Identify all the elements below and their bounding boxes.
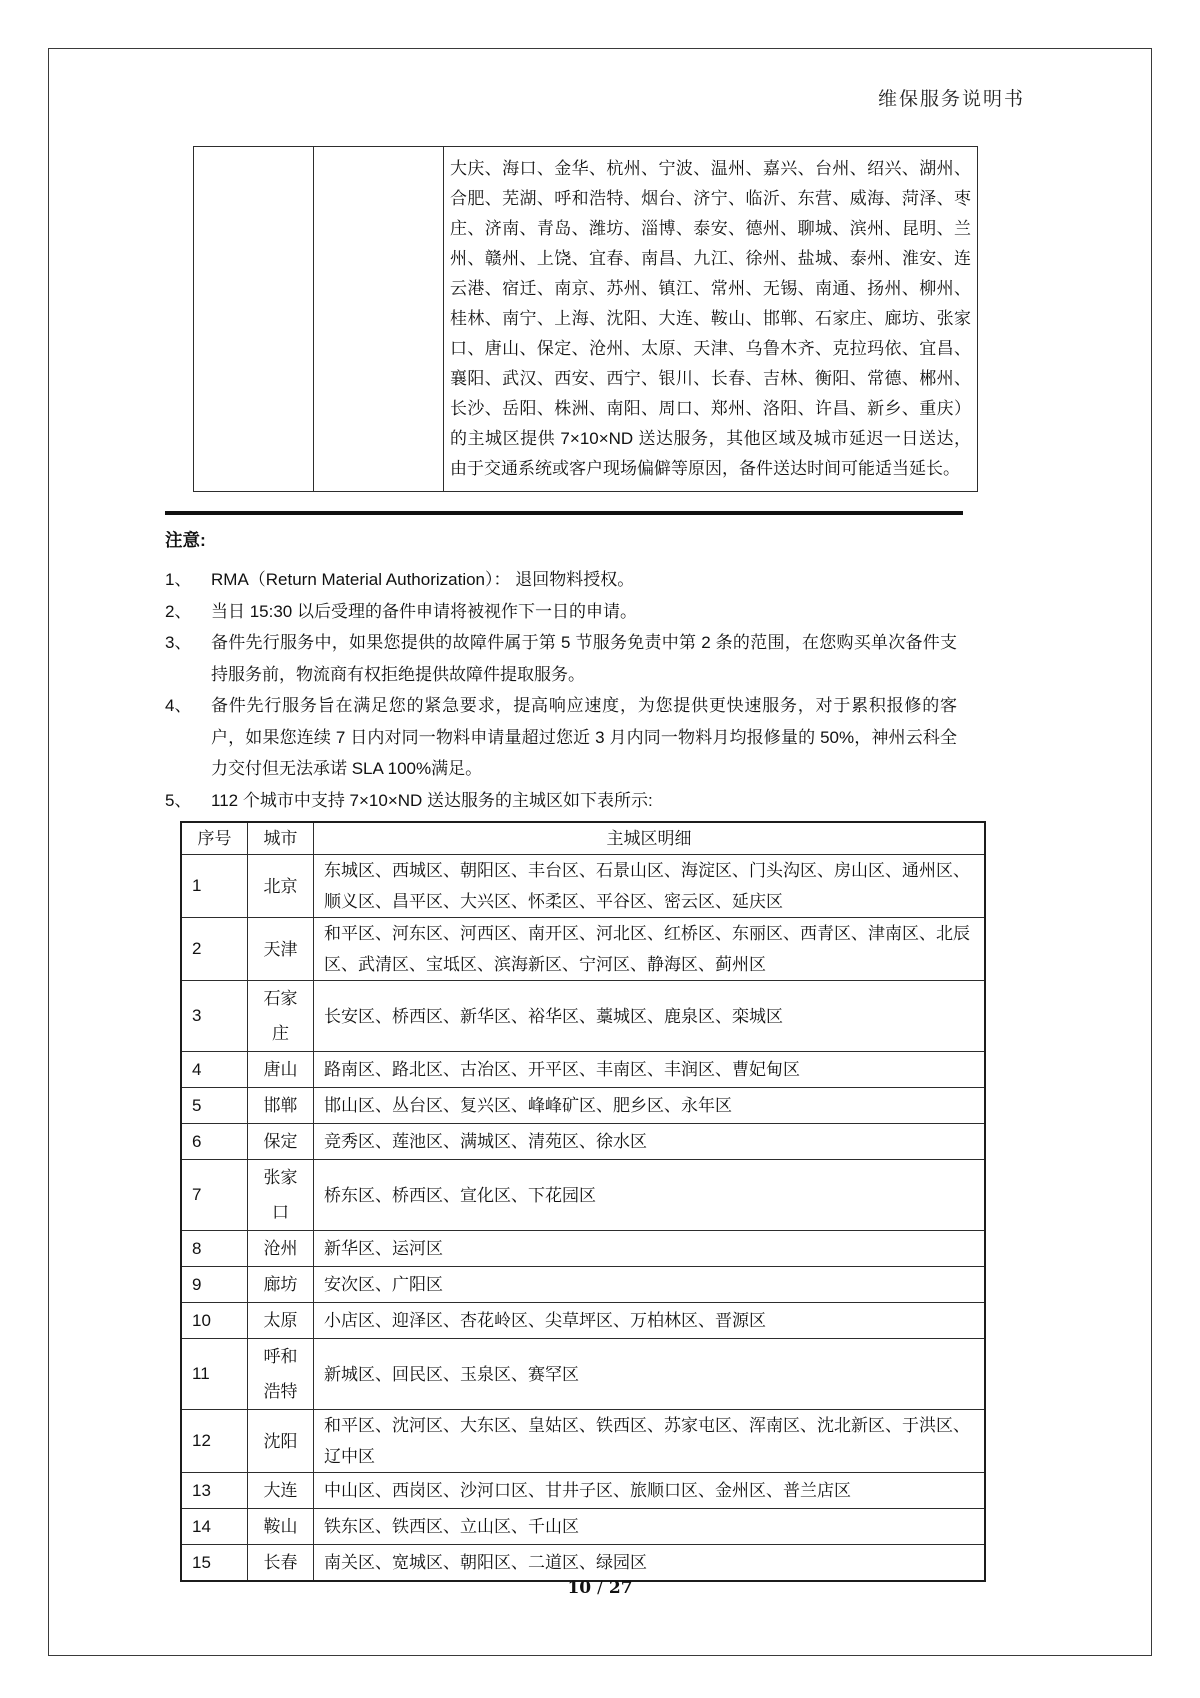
empty-cell (314, 147, 444, 492)
row-city: 沈阳 (248, 1410, 314, 1473)
row-no: 10 (181, 1303, 248, 1339)
list-item (165, 564, 957, 596)
row-no: 6 (181, 1124, 248, 1160)
row-no: 5 (181, 1088, 248, 1124)
row-districts: 长安区、桥西区、新华区、裕华区、藁城区、鹿泉区、栾城区 (314, 981, 986, 1052)
row-districts: 东城区、西城区、朝阳区、丰台区、石景山区、海淀区、门头沟区、房山区、通州区、顺义区、昌平区、大兴区、怀柔区、平谷区、密云区、延庆区 (314, 855, 986, 918)
list-item (165, 785, 957, 817)
item-number: 4、 (165, 696, 192, 715)
list-item (165, 596, 957, 628)
row-districts: 安次区、广阳区 (314, 1267, 986, 1303)
row-city: 呼和浩特 (248, 1339, 314, 1410)
item-number: 1、 (165, 570, 192, 589)
list-item (165, 627, 957, 690)
row-no: 4 (181, 1052, 248, 1088)
empty-cell (194, 147, 314, 492)
column-header-city: 城市 (248, 822, 314, 855)
table-row (181, 1339, 985, 1410)
table-row (181, 1410, 985, 1473)
table-row (181, 1160, 985, 1231)
row-districts: 铁东区、铁西区、立山区、千山区 (314, 1509, 986, 1545)
page-header-title: 维保服务说明书 (877, 89, 1025, 110)
table-row (181, 1088, 985, 1124)
city-list-cell: 大庆、海口、金华、杭州、宁波、温州、嘉兴、台州、绍兴、湖州、合肥、芜湖、呼和浩特、烟台、济宁、临沂、东营、威海、菏泽、枣庄、济南、青岛、潍坊、淄博、泰安、德州、聊城、滨州、昆明、兰州、赣州、上饶、宜春、南昌、九江、徐州、盐城、泰州、淮安、连云港、宿迁、南京、苏州、镇江、常州、无锡、南通、扬州、柳州、桂林、南宁、上海、沈阳、大连、鞍山、邯郸、石家庄、廊坊、张家口、唐山、保定、沧州、太原、天津、乌鲁木齐、克拉玛依、宜昌、襄阳、武汉、西安、西宁、银川、长春、吉林、衡阳、常德、郴州、长沙、岳阳、株洲、南阳、周口、郑州、洛阳、许昌、新乡、重庆）的主城区提供 7×10×ND 送达服务，其他区域及城市延迟一日送达，由于交通系统或客户现场偏僻等原因，备件送达时间可能适当延长。 (444, 147, 978, 492)
row-city: 鞍山 (248, 1509, 314, 1545)
table-row (194, 147, 978, 492)
table-row (181, 1124, 985, 1160)
item-text: RMA（Return Material Authorization）： 退回物料授权。 (211, 570, 635, 589)
table-row (181, 1545, 985, 1582)
table-header-row (181, 822, 985, 855)
row-city: 北京 (248, 855, 314, 918)
item-text: 备件先行服务旨在满足您的紧急要求，提高响应速度，为您提供更快速服务，对于累积报修的客户，如果您连续 7 日内对同一物料申请量超过您近 3 月内同一物料月均报修量的 50%，神州云科全力交付但无法承诺 SLA 100%满足。 (211, 696, 957, 778)
row-districts: 邯山区、丛台区、复兴区、峰峰矿区、肥乡区、永年区 (314, 1088, 986, 1124)
row-city: 长春 (248, 1545, 314, 1582)
row-no: 3 (181, 981, 248, 1052)
row-districts: 和平区、河东区、河西区、南开区、河北区、红桥区、东丽区、西青区、津南区、北辰区、武清区、宝坻区、滨海新区、宁河区、静海区、蓟州区 (314, 918, 986, 981)
row-no: 12 (181, 1410, 248, 1473)
row-districts: 小店区、迎泽区、杏花岭区、尖草坪区、万柏林区、晋源区 (314, 1303, 986, 1339)
row-no: 8 (181, 1231, 248, 1267)
section-divider-rule (165, 511, 963, 515)
table-row (181, 1303, 985, 1339)
row-no: 1 (181, 855, 248, 918)
row-city: 石家庄 (248, 981, 314, 1052)
table-row (181, 1509, 985, 1545)
row-city: 廊坊 (248, 1267, 314, 1303)
row-districts: 新城区、回民区、玉泉区、赛罕区 (314, 1339, 986, 1410)
page-number-separator: / (597, 1578, 603, 1598)
table-row (181, 918, 985, 981)
row-districts: 桥东区、桥西区、宣化区、下花园区 (314, 1160, 986, 1231)
table-row (181, 1473, 985, 1509)
table-row (181, 1052, 985, 1088)
row-city: 唐山 (248, 1052, 314, 1088)
row-no: 15 (181, 1545, 248, 1582)
row-districts: 和平区、沈河区、大东区、皇姑区、铁西区、苏家屯区、浑南区、沈北新区、于洪区、辽中区 (314, 1410, 986, 1473)
table-row (181, 981, 985, 1052)
column-header-districts: 主城区明细 (314, 822, 986, 855)
row-no: 2 (181, 918, 248, 981)
row-districts: 中山区、西岗区、沙河口区、甘井子区、旅顺口区、金州区、普兰店区 (314, 1473, 986, 1509)
notes-list (165, 564, 957, 816)
row-city: 张家口 (248, 1160, 314, 1231)
row-no: 11 (181, 1339, 248, 1410)
item-text: 备件先行服务中，如果您提供的故障件属于第 5 节服务免责中第 2 条的范围，在您购买单次备件支持服务前，物流商有权拒绝提供故障件提取服务。 (211, 633, 957, 684)
row-city: 太原 (248, 1303, 314, 1339)
row-city: 邯郸 (248, 1088, 314, 1124)
notes-heading: 注意: (165, 530, 206, 550)
item-number: 5、 (165, 790, 192, 810)
page-footer (0, 1578, 1200, 1598)
row-districts: 竞秀区、莲池区、满城区、清苑区、徐水区 (314, 1124, 986, 1160)
table-row (181, 1267, 985, 1303)
table-row (181, 1231, 985, 1267)
city-districts-table (180, 821, 986, 1582)
row-city: 大连 (248, 1473, 314, 1509)
list-item (165, 690, 957, 785)
row-districts: 南关区、宽城区、朝阳区、二道区、绿园区 (314, 1545, 986, 1582)
item-number: 2、 (165, 601, 192, 621)
item-text: 112 个城市中支持 7×10×ND 送达服务的主城区如下表所示: (211, 790, 653, 810)
row-city: 沧州 (248, 1231, 314, 1267)
item-number: 3、 (165, 633, 192, 652)
row-districts: 路南区、路北区、古冶区、开平区、丰南区、丰润区、曹妃甸区 (314, 1052, 986, 1088)
page-number-current: 10 (567, 1578, 592, 1598)
row-no: 14 (181, 1509, 248, 1545)
item-text: 当日 15:30 以后受理的备件申请将被视作下一日的申请。 (211, 601, 637, 621)
row-no: 7 (181, 1160, 248, 1231)
row-city: 天津 (248, 918, 314, 981)
row-city: 保定 (248, 1124, 314, 1160)
column-header-no: 序号 (181, 822, 248, 855)
table-row (181, 855, 985, 918)
delivery-scope-table (193, 146, 978, 492)
row-no: 13 (181, 1473, 248, 1509)
row-no: 9 (181, 1267, 248, 1303)
row-districts: 新华区、运河区 (314, 1231, 986, 1267)
page-number-total: 27 (608, 1578, 633, 1598)
